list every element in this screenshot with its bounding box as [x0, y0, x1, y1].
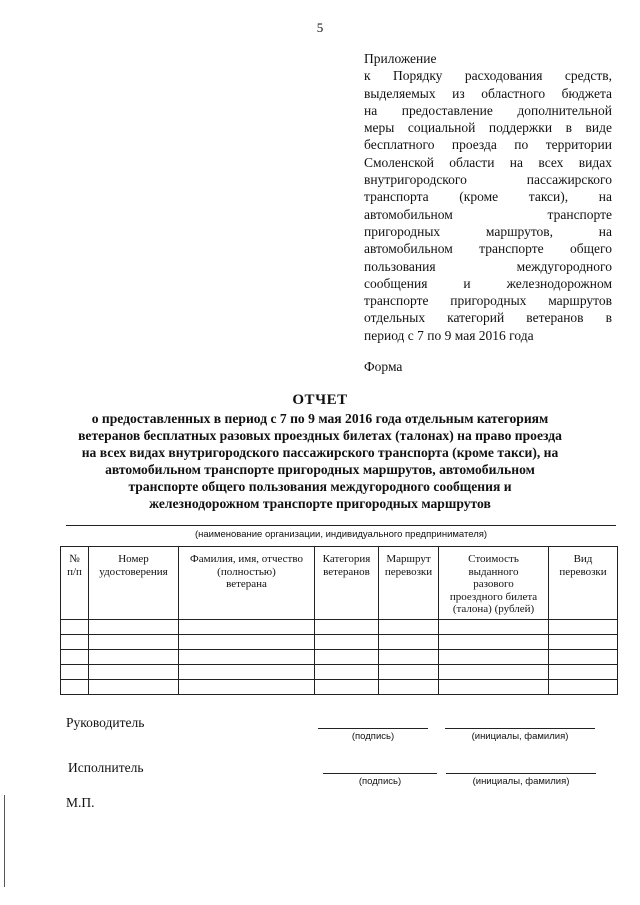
appendix-line: бесплатного проезда по территории	[364, 137, 612, 153]
table-cell[interactable]	[89, 680, 179, 695]
col-header-full-name	[179, 547, 315, 620]
header-text: Вид перевозки	[559, 553, 607, 578]
appendix-line: период с 7 по 9 мая 2016 года	[364, 327, 534, 343]
report-title: ОТЧЕТ	[292, 392, 348, 408]
report-subtitle-line: на всех видах внутригородского пассажирского транспорта (кроме такси), на	[81, 445, 559, 460]
header-text: Категория ветеранов	[322, 553, 371, 578]
appendix-line: Смоленской области на всех видах	[364, 154, 612, 170]
table-cell[interactable]	[379, 635, 439, 650]
table-row	[61, 620, 618, 635]
header-text: Стоимость выданного разового проездного билета (талона) (рублей)	[449, 553, 538, 615]
table-cell[interactable]	[179, 635, 315, 650]
table-cell[interactable]	[89, 620, 179, 635]
table-cell[interactable]	[439, 680, 549, 695]
table-cell[interactable]	[315, 650, 379, 665]
table-cell[interactable]	[439, 650, 549, 665]
table-header-row	[61, 547, 618, 620]
appendix-block	[364, 50, 612, 344]
appendix-line: сообщения и железнодорожном	[364, 275, 612, 291]
header-text: Номер удостоверения	[99, 553, 168, 578]
col-header-number	[61, 547, 89, 620]
table-cell[interactable]	[179, 665, 315, 680]
table-cell[interactable]	[89, 665, 179, 680]
report-table	[60, 546, 618, 695]
appendix-line: автомобильном транспорте общего	[364, 241, 612, 257]
appendix-line: выделяемых из областного бюджета	[364, 85, 612, 101]
executor-initials-caption: (инициалы, фамилия)	[472, 776, 570, 787]
table-cell[interactable]	[61, 665, 89, 680]
col-header-category	[315, 547, 379, 620]
table-cell[interactable]	[315, 620, 379, 635]
executor-signature-caption: (подпись)	[358, 776, 402, 787]
col-header-route	[379, 547, 439, 620]
table-row	[61, 680, 618, 695]
table-cell[interactable]	[315, 665, 379, 680]
col-header-cost	[439, 547, 549, 620]
table-cell[interactable]	[549, 680, 618, 695]
appendix-line: пригородных маршрутов, на	[364, 223, 612, 239]
header-text: Фамилия, имя, отчество (полностью) ветерана	[190, 553, 303, 590]
page-number: 5	[316, 20, 324, 35]
table-cell[interactable]	[379, 650, 439, 665]
form-label: Форма	[364, 359, 403, 374]
appendix-line: к Порядку расходования средств,	[364, 68, 612, 84]
table-cell[interactable]	[379, 620, 439, 635]
stamp-label: М.П.	[66, 795, 95, 810]
appendix-line: транспорта (кроме такси), на	[364, 189, 612, 205]
header-text: Маршрут перевозки	[384, 553, 433, 578]
table-row	[61, 635, 618, 650]
manager-initials-caption: (инициалы, фамилия)	[471, 731, 569, 742]
manager-label: Руководитель	[66, 715, 145, 730]
appendix-line: отдельных категорий ветеранов в	[364, 310, 612, 326]
report-subtitle-line: автомобильном транспорте пригородных маршрутов, автомобильном	[105, 462, 535, 477]
report-subtitle-line: ветеранов бесплатных разовых проездных билетах (талонах) на право проезда	[78, 428, 562, 443]
table-cell[interactable]	[549, 620, 618, 635]
col-header-transport-type	[549, 547, 618, 620]
report-subtitle	[60, 410, 580, 512]
appendix-line: Приложение	[364, 51, 437, 66]
table-row	[61, 665, 618, 680]
table-cell[interactable]	[439, 635, 549, 650]
appendix-line: транспорте пригородных маршрутов	[364, 293, 612, 309]
table-cell[interactable]	[89, 635, 179, 650]
report-subtitle-line: о предоставленных в период с 7 по 9 мая 2016 года отдельным категориям	[91, 411, 549, 426]
table-cell[interactable]	[379, 680, 439, 695]
appendix-line: внутригородского пассажирского	[364, 172, 612, 188]
table-cell[interactable]	[315, 680, 379, 695]
executor-signature-line[interactable]	[323, 773, 437, 774]
table-cell[interactable]	[179, 650, 315, 665]
table-cell[interactable]	[549, 665, 618, 680]
executor-label: Исполнитель	[68, 760, 144, 775]
table-row	[61, 650, 618, 665]
scan-margin-mark	[4, 795, 5, 887]
manager-signature-caption: (подпись)	[351, 731, 395, 742]
table-cell[interactable]	[549, 635, 618, 650]
table-cell[interactable]	[439, 665, 549, 680]
manager-initials-line[interactable]	[445, 728, 595, 729]
appendix-line: пользования междугородного	[364, 258, 612, 274]
executor-initials-line[interactable]	[446, 773, 596, 774]
table-cell[interactable]	[549, 650, 618, 665]
report-subtitle-line: транспорте общего пользования междугородного сообщения и	[128, 479, 512, 494]
appendix-line: автомобильном транспорте	[364, 206, 612, 222]
table-body	[61, 620, 618, 695]
organization-name-line[interactable]	[66, 525, 616, 526]
table-cell[interactable]	[61, 635, 89, 650]
header-text: № п/п	[67, 553, 82, 578]
table-cell[interactable]	[61, 680, 89, 695]
table-cell[interactable]	[179, 680, 315, 695]
manager-signature-line[interactable]	[318, 728, 428, 729]
table-cell[interactable]	[61, 620, 89, 635]
table-cell[interactable]	[179, 620, 315, 635]
table-cell[interactable]	[439, 620, 549, 635]
col-header-certificate	[89, 547, 179, 620]
table-cell[interactable]	[61, 650, 89, 665]
table-cell[interactable]	[89, 650, 179, 665]
organization-name-caption: (наименование организации, индивидуального предпринимателя)	[194, 529, 488, 540]
report-subtitle-line: железнодорожном транспорте пригородных маршрутов	[149, 496, 491, 511]
appendix-line: на предоставление дополнительной	[364, 102, 612, 118]
table-cell[interactable]	[379, 665, 439, 680]
appendix-line: меры социальной поддержки в виде	[364, 120, 612, 136]
table-cell[interactable]	[315, 635, 379, 650]
